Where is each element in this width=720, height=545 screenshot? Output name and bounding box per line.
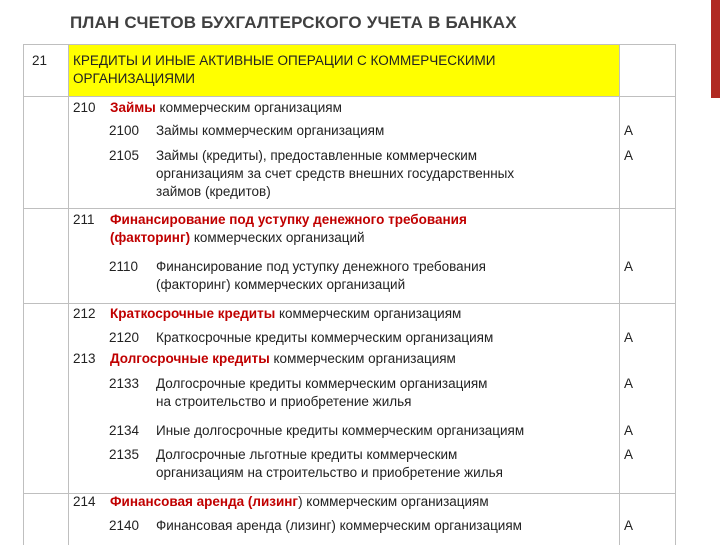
group-title: Долгосрочные кредиты коммерческим организациям (110, 351, 456, 366)
account-mark: А (624, 148, 634, 163)
group-code: 210 (73, 100, 96, 115)
account-mark: А (624, 376, 634, 391)
account-code: 2134 (109, 423, 140, 438)
group-title: Краткосрочные кредиты коммерческим организациям (110, 306, 462, 321)
account-name: Финансовая аренда (лизинг) коммерческим организациям (156, 518, 522, 533)
account-code: 2110 (109, 259, 139, 274)
account-code: 2105 (109, 148, 140, 163)
account-code: 2120 (109, 330, 140, 345)
account-mark: А (624, 259, 634, 274)
account-mark: А (624, 330, 634, 345)
account-name: (факторинг) коммерческих организаций (156, 277, 406, 292)
account-name: организациям на строительство и приобретение жилья (156, 465, 503, 480)
account-name: на строительство и приобретение жилья (156, 394, 412, 409)
account-name: Займы (кредиты), предоставленные коммерческим (156, 148, 478, 163)
group-title: Займы коммерческим организациям (110, 100, 342, 115)
grid-line (675, 45, 676, 545)
grid-line (619, 45, 620, 545)
account-mark: А (624, 123, 634, 138)
group-code: 213 (73, 351, 96, 366)
section-name-line2: ОРГАНИЗАЦИЯМИ (73, 71, 195, 86)
group-title: Финансовая аренда (лизинг) коммерческим организациям (110, 494, 489, 509)
grid-line (24, 208, 676, 209)
account-name: организациям за счет средств внешних государственных (156, 166, 515, 181)
account-code: 2135 (109, 447, 140, 462)
grid-line (24, 303, 676, 304)
account-code: 2133 (109, 376, 140, 391)
account-name: Долгосрочные кредиты коммерческим организациям (156, 376, 488, 391)
section-name-line1: КРЕДИТЫ И ИНЫЕ АКТИВНЫЕ ОПЕРАЦИИ С КОММЕРЧЕСКИМИ (73, 53, 496, 68)
account-mark: А (624, 447, 634, 462)
group-title: Финансирование под уступку денежного требования (110, 212, 467, 227)
account-mark: А (624, 518, 634, 533)
account-code: 2140 (109, 518, 140, 533)
group-code: 211 (73, 212, 95, 227)
grid-line (24, 96, 676, 97)
account-mark: А (624, 423, 634, 438)
section-code: 21 (32, 53, 48, 68)
account-name: Краткосрочные кредиты коммерческим организациям (156, 330, 494, 345)
account-name: Иные долгосрочные кредиты коммерческим организациям (156, 423, 525, 438)
accent-bar (711, 0, 720, 98)
group-code: 214 (73, 494, 96, 509)
account-code: 2100 (109, 123, 140, 138)
group-title: (факторинг) коммерческих организаций (110, 230, 365, 245)
account-name: займов (кредитов) (156, 184, 271, 199)
grid-line (68, 45, 69, 545)
account-name: Долгосрочные льготные кредиты коммерческим (156, 447, 458, 462)
account-name: Займы коммерческим организациям (156, 123, 385, 138)
accounts-table (23, 44, 676, 545)
group-code: 212 (73, 306, 96, 321)
page-title: ПЛАН СЧЕТОВ БУХГАЛТЕРСКОГО УЧЕТА В БАНКАХ (70, 13, 517, 32)
account-name: Финансирование под уступку денежного требования (156, 259, 486, 274)
